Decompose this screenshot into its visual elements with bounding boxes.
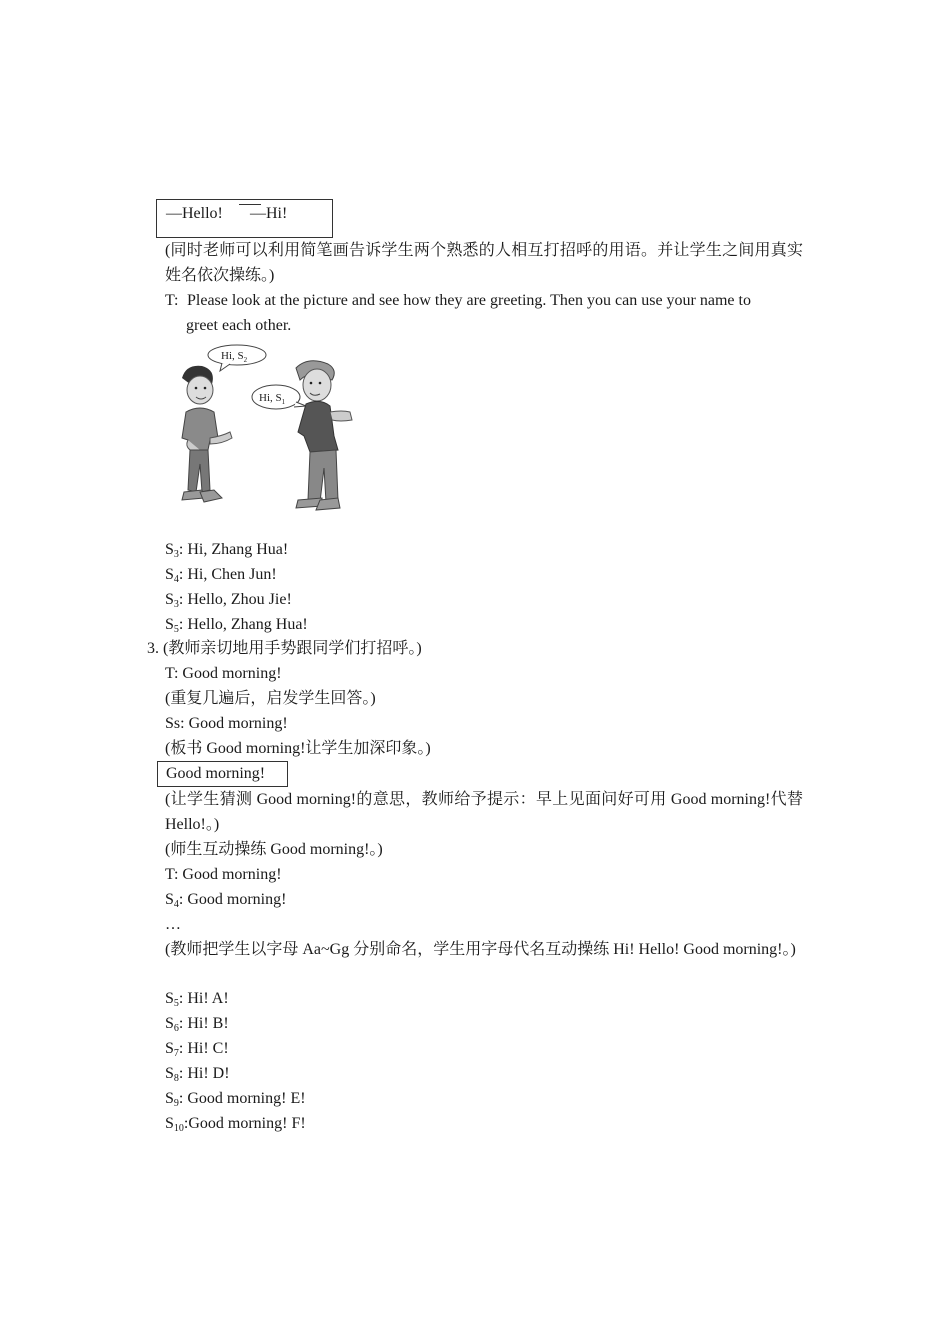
students-good-morning: Ss: Good morning!: [165, 715, 288, 732]
dialogue-line: $S_7$: Hi! C!: [165, 1040, 229, 1059]
box-hello-text: —Hello!: [166, 205, 223, 222]
dialogue-line: $S_3$: Hello, Zhou Jie!: [165, 591, 292, 610]
two-boys-greeting-illustration: [170, 340, 365, 520]
dialogue-line: $S_4$: Hi, Chen Jun!: [165, 566, 277, 585]
ellipsis: …: [165, 916, 181, 933]
note-repeat: (重复几遍后，启发学生回答。): [165, 690, 376, 707]
bubble-left-text: Hi, S: [221, 350, 244, 362]
dialogue-line: $S_{10}:Good$ morning! F!: [165, 1115, 306, 1134]
note-teacher-drawing: (同时老师可以利用简笔画告诉学生两个熟悉的人相互打招呼的用语。并让学生之间用真实姓名依次操练。): [165, 242, 803, 284]
step-3-heading: 3. (教师亲切地用手势跟同学们打招呼。): [147, 640, 422, 657]
box-hi-text: —Hi!: [250, 205, 288, 222]
boy-right-figure: [296, 361, 352, 510]
box-overline: [239, 204, 261, 205]
teacher-good-morning-2: T: Good morning!: [165, 866, 282, 883]
dialogue-line: $S_6$: Hi! B!: [165, 1015, 229, 1034]
speech-bubble-left: [208, 345, 266, 371]
boxed-greeting-hello-hi: [156, 199, 333, 238]
boxed-good-morning: Good morning!: [157, 761, 288, 787]
bubble-right-sub: 1: [281, 398, 286, 406]
teacher-good-morning: T: Good morning!: [165, 665, 282, 682]
dialogue-line: $S_4$: Good morning!: [165, 891, 287, 910]
dialogue-line: $S_8$: Hi! D!: [165, 1065, 230, 1084]
boy-left-figure: [182, 366, 232, 502]
note-interactive-practice: (师生互动操练 Good morning!。): [165, 841, 383, 858]
bubble-right-text: Hi, S: [259, 392, 282, 404]
speech-bubble-right: [252, 385, 306, 409]
teacher-instruction-line2: greet each other.: [186, 317, 292, 334]
note-guess-meaning: (让学生猜测 Good morning!的意思，教师给予提示：早上见面问好可用 Good morning!代替 Hello!。): [165, 791, 803, 833]
dialogue-line: $S_3$: Hi, Zhang Hua!: [165, 541, 289, 560]
bubble-left-sub: 2: [243, 356, 248, 364]
note-board-writing: (板书 Good morning!让学生加深印象。): [165, 740, 431, 757]
teacher-speaker-label: T:: [165, 292, 179, 309]
dialogue-line: $S_9$: Good morning! E!: [165, 1090, 306, 1109]
dialogue-line: $S_5$: Hi! A!: [165, 990, 229, 1009]
note-letter-names: (教师把学生以字母 Aa~Gg 分别命名，学生用字母代名互动操练 Hi! Hello! Good morning!。): [165, 941, 796, 958]
dialogue-line: $S_5$: Hello, Zhang Hua!: [165, 616, 308, 635]
teacher-instruction-line1: Please look at the picture and see how they are greeting. Then you can use your name to: [187, 292, 751, 309]
